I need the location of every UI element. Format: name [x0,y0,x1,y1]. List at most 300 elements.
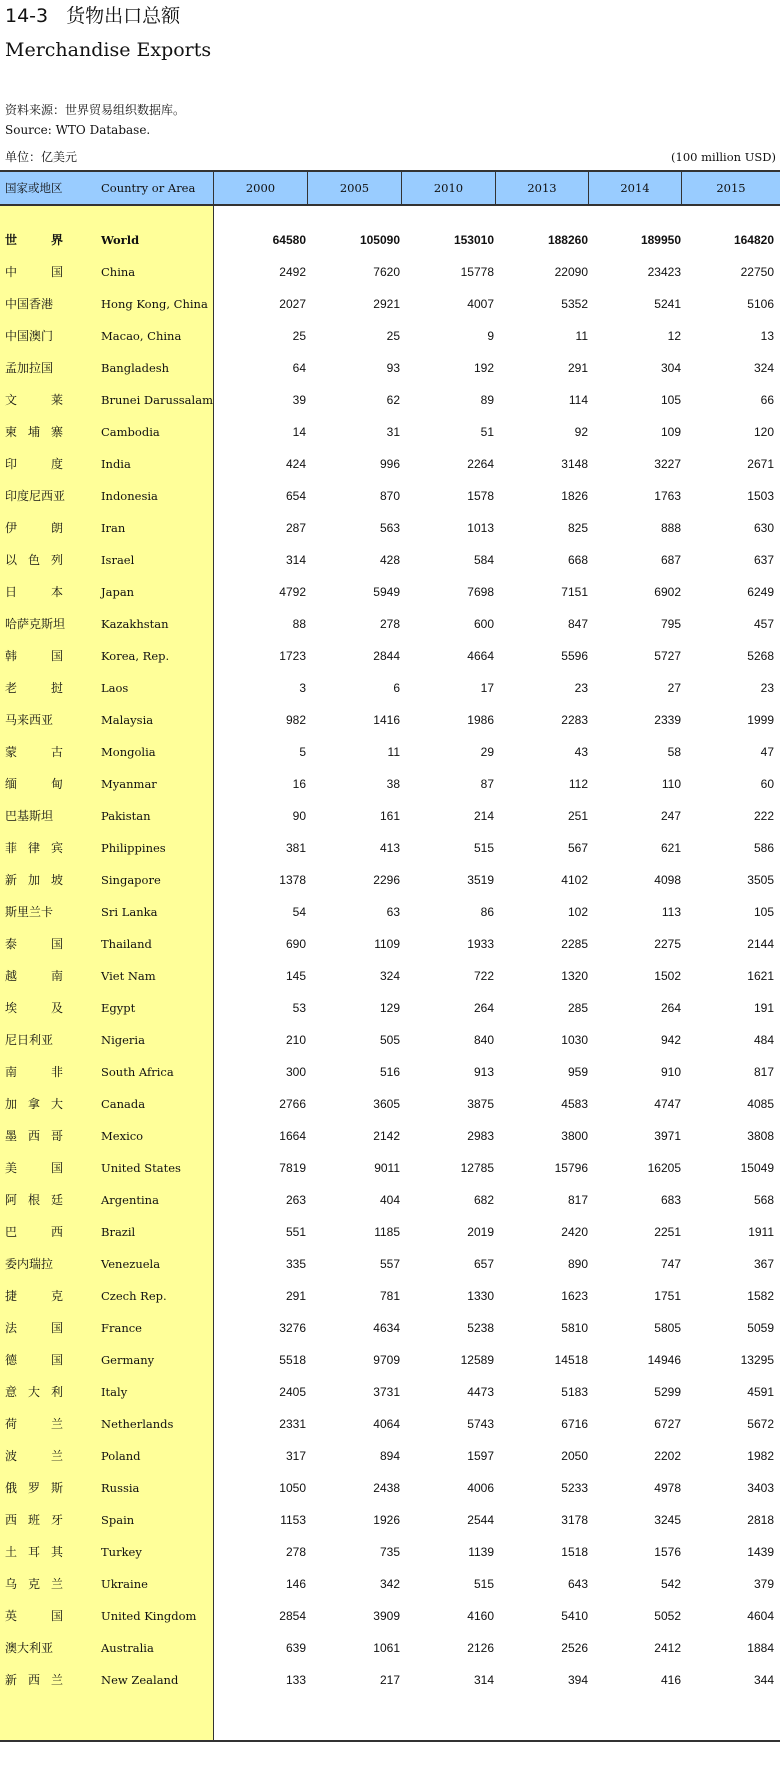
export-value-2005: 2142 [373,1129,400,1143]
export-value-2005: 217 [379,1673,400,1687]
export-value-2010: 3519 [467,873,494,887]
country-name-en: New Zealand [101,1673,179,1687]
table-body [0,224,780,1696]
country-name-en: Thailand [101,937,152,951]
export-value-2015: 1982 [747,1449,774,1463]
country-name-en: Australia [101,1641,154,1655]
export-value-2005: 4064 [373,1417,400,1431]
country-name-cn: 加拿大 [5,1097,63,1111]
export-value-2010: 4007 [467,297,494,311]
export-value-2005: 105090 [359,233,400,247]
export-value-2010: 12785 [460,1161,494,1175]
export-value-2000: 64 [292,361,306,375]
table-header [0,170,780,206]
export-value-2010: 2264 [467,457,494,471]
country-name-cn: 巴基斯坦 [5,809,54,823]
country-name-cn: 中国 [5,265,63,279]
table-row [0,416,780,448]
table-row [0,992,780,1024]
country-name-cn: 法国 [5,1321,63,1335]
country-name-cn: 越南 [5,969,63,983]
export-value-2000: 2854 [279,1609,306,1623]
unit-label-en: (100 million USD) [671,150,776,164]
country-name-en: World [101,233,140,247]
table-row [0,384,780,416]
export-value-2005: 428 [379,553,400,567]
export-value-2005: 1416 [373,713,400,727]
export-value-2014: 304 [660,361,681,375]
export-value-2015: 191 [753,1001,774,1015]
export-value-2010: 7698 [467,585,494,599]
export-value-2000: 2492 [279,265,306,279]
export-value-2013: 817 [567,1193,588,1207]
export-value-2013: 7151 [561,585,588,599]
export-value-2000: 300 [285,1065,306,1079]
export-value-2014: 113 [661,905,681,919]
export-value-2013: 5596 [561,649,588,663]
table-row [0,256,780,288]
export-value-2005: 93 [386,361,400,375]
table-row [0,544,780,576]
country-name-cn: 澳大利亚 [5,1641,54,1655]
country-name-cn: 荷兰 [5,1417,63,1431]
export-value-2005: 894 [379,1449,400,1463]
export-value-2015: 60 [760,777,774,791]
country-name-cn: 老挝 [5,681,63,695]
country-name-en: Israel [101,553,135,567]
table-row [0,1408,780,1440]
export-value-2015: 2818 [747,1513,774,1527]
export-value-2013: 114 [568,393,588,407]
country-name-cn: 德国 [5,1353,63,1367]
table-row [0,1184,780,1216]
export-value-2013: 643 [567,1577,588,1591]
export-value-2015: 4085 [747,1097,774,1111]
country-name-en: Brunei Darussalam [101,393,213,407]
export-value-2013: 2420 [561,1225,588,1239]
export-value-2010: 722 [473,969,494,983]
country-name-cn: 巴西 [5,1225,63,1239]
export-value-2000: 317 [285,1449,306,1463]
export-value-2014: 5052 [654,1609,681,1623]
export-value-2005: 516 [379,1065,400,1079]
export-value-2015: 1503 [747,489,774,503]
export-value-2010: 89 [480,393,494,407]
table-row [0,832,780,864]
export-value-2010: 153010 [453,233,494,247]
export-value-2010: 314 [473,1673,494,1687]
export-value-2015: 105 [753,905,774,919]
export-value-2014: 16205 [647,1161,681,1175]
export-value-2014: 23423 [647,265,681,279]
export-value-2014: 247 [660,809,681,823]
export-value-2013: 2050 [561,1449,588,1463]
header-country-cn: 国家或地区 [5,181,63,195]
table-row [0,576,780,608]
export-value-2014: 110 [661,777,681,791]
export-value-2013: 23 [574,681,588,695]
export-value-2000: 1378 [279,873,306,887]
country-name-cn: 美国 [5,1161,63,1175]
export-value-2015: 586 [753,841,774,855]
table-row [0,640,780,672]
export-value-2015: 23 [760,681,774,695]
export-value-2005: 2296 [373,873,400,887]
export-value-2000: 639 [285,1641,306,1655]
export-value-2013: 890 [567,1257,588,1271]
export-value-2013: 5233 [561,1481,588,1495]
export-value-2005: 324 [379,969,400,983]
export-value-2013: 2283 [561,713,588,727]
export-value-2015: 3808 [747,1129,774,1143]
country-name-cn: 印度尼西亚 [5,489,66,503]
export-value-2014: 27 [667,681,681,695]
country-name-en: Egypt [101,1001,136,1015]
export-value-2010: 5743 [467,1417,494,1431]
export-value-2013: 847 [567,617,588,631]
country-name-cn: 以色列 [5,553,63,567]
export-value-2014: 4978 [654,1481,681,1495]
country-name-cn: 缅甸 [5,777,63,791]
export-value-2014: 1751 [654,1289,681,1303]
export-value-2015: 2144 [747,937,774,951]
export-value-2000: 16 [292,777,306,791]
table-title-en: Merchandise Exports [5,39,212,61]
export-value-2005: 404 [379,1193,400,1207]
country-name-cn: 中国澳门 [5,329,54,343]
table-row-world [0,224,780,256]
export-value-2013: 251 [567,809,588,823]
export-value-2015: 1582 [747,1289,774,1303]
export-value-2010: 86 [480,905,494,919]
export-value-2014: 3971 [654,1129,681,1143]
export-value-2013: 92 [574,425,588,439]
country-name-en: Cambodia [101,425,160,439]
table-title-cn: 货物出口总额 [66,5,181,27]
export-value-2000: 982 [285,713,306,727]
country-name-cn: 西班牙 [5,1513,63,1527]
export-value-2000: 551 [285,1225,306,1239]
unit-label-cn: 单位：亿美元 [5,150,78,164]
export-value-2010: 4473 [467,1385,494,1399]
header-year-2010: 2010 [401,172,495,204]
header-year-2013: 2013 [495,172,588,204]
table-row [0,1216,780,1248]
country-name-en: Spain [101,1513,135,1527]
export-value-2013: 291 [567,361,588,375]
table-row [0,1472,780,1504]
country-name-cn: 蒙古 [5,745,63,759]
export-value-2010: 515 [473,841,494,855]
export-value-2015: 164820 [733,233,774,247]
country-name-en: United Kingdom [101,1609,197,1623]
export-value-2015: 5106 [747,297,774,311]
export-value-2015: 222 [753,809,774,823]
export-value-2013: 1030 [561,1033,588,1047]
export-value-2014: 5299 [654,1385,681,1399]
table-row [0,1248,780,1280]
export-value-2010: 4160 [467,1609,494,1623]
export-value-2005: 63 [386,905,400,919]
export-value-2010: 913 [473,1065,494,1079]
export-value-2015: 568 [753,1193,774,1207]
export-value-2013: 43 [574,745,588,759]
export-value-2015: 1999 [747,713,774,727]
table-row [0,864,780,896]
export-value-2005: 4634 [373,1321,400,1335]
country-name-en: Indonesia [101,489,158,503]
table-title [5,4,180,28]
header-year-2015: 2015 [681,172,780,204]
export-value-2005: 278 [379,617,400,631]
country-name-en: Ukraine [101,1577,148,1591]
export-value-2010: 214 [473,809,494,823]
country-name-cn: 乌克兰 [5,1577,63,1591]
export-value-2013: 6716 [561,1417,588,1431]
export-value-2005: 38 [386,777,400,791]
export-value-2010: 1986 [467,713,494,727]
export-value-2010: 2126 [467,1641,494,1655]
export-value-2000: 1050 [279,1481,306,1495]
country-name-en: France [101,1321,142,1335]
export-value-2013: 2526 [561,1641,588,1655]
export-value-2013: 3800 [561,1129,588,1143]
export-value-2014: 942 [660,1033,681,1047]
country-name-en: Turkey [101,1545,142,1559]
country-name-en: Italy [101,1385,128,1399]
export-value-2013: 5410 [561,1609,588,1623]
export-value-2000: 4792 [279,585,306,599]
export-value-2005: 557 [379,1257,400,1271]
export-value-2015: 15049 [740,1161,774,1175]
country-name-cn: 韩国 [5,649,63,663]
country-name-cn: 土耳其 [5,1545,63,1559]
country-name-en: South Africa [101,1065,174,1079]
country-name-cn: 英国 [5,1609,63,1623]
export-value-2014: 5727 [654,649,681,663]
export-value-2015: 379 [753,1577,774,1591]
export-value-2014: 105 [660,393,681,407]
table-row [0,1280,780,1312]
export-value-2000: 381 [285,841,306,855]
export-value-2010: 3875 [467,1097,494,1111]
export-value-2005: 342 [379,1577,400,1591]
export-value-2015: 2671 [747,457,774,471]
export-value-2015: 5059 [747,1321,774,1335]
export-value-2015: 630 [753,521,774,535]
export-value-2010: 4664 [467,649,494,663]
country-name-en: Laos [101,681,129,695]
export-value-2014: 6727 [654,1417,681,1431]
country-name-cn: 墨西哥 [5,1129,63,1143]
table-row [0,1088,780,1120]
country-name-en: Mexico [101,1129,144,1143]
table-row [0,928,780,960]
export-value-2013: 22090 [554,265,588,279]
export-value-2014: 4098 [654,873,681,887]
export-value-2005: 6 [393,681,400,695]
table-row [0,1024,780,1056]
export-value-2015: 5672 [747,1417,774,1431]
country-name-en: Viet Nam [101,969,156,983]
country-name-cn: 阿根廷 [5,1193,63,1207]
export-value-2013: 3178 [561,1513,588,1527]
export-value-2000: 690 [285,937,306,951]
export-value-2013: 4583 [561,1097,588,1111]
export-value-2010: 29 [480,745,494,759]
export-value-2015: 817 [753,1065,774,1079]
export-value-2000: 278 [285,1545,306,1559]
table-bottom-rule [0,1740,780,1742]
export-value-2013: 394 [567,1673,588,1687]
country-name-en: Pakistan [101,809,151,823]
export-value-2005: 2844 [373,649,400,663]
export-value-2010: 12589 [460,1353,494,1367]
export-value-2000: 2405 [279,1385,306,1399]
export-value-2005: 62 [386,393,400,407]
export-value-2005: 2921 [373,297,400,311]
country-name-en: Germany [101,1353,155,1367]
source-note-cn: 资料来源：世界贸易组织数据库。 [5,103,186,117]
export-value-2005: 9011 [374,1161,400,1175]
export-value-2000: 53 [292,1001,306,1015]
export-value-2013: 1518 [561,1545,588,1559]
export-value-2010: 1578 [467,489,494,503]
export-value-2005: 1926 [373,1513,400,1527]
export-value-2015: 4604 [747,1609,774,1623]
table-row [0,960,780,992]
export-value-2015: 13295 [740,1353,774,1367]
country-name-en: Nigeria [101,1033,145,1047]
table-row [0,1568,780,1600]
country-name-cn: 埃及 [5,1001,63,1015]
country-name-en: Sri Lanka [101,905,158,919]
export-value-2000: 5 [299,745,306,759]
export-value-2010: 4006 [467,1481,494,1495]
export-value-2010: 600 [473,617,494,631]
export-value-2000: 90 [292,809,306,823]
export-value-2014: 6902 [654,585,681,599]
export-value-2005: 5949 [373,585,400,599]
country-name-en: Netherlands [101,1417,174,1431]
export-value-2005: 996 [379,457,400,471]
export-value-2000: 3 [299,681,306,695]
export-value-2013: 3148 [561,457,588,471]
export-value-2010: 515 [473,1577,494,1591]
country-name-cn: 新加坡 [5,873,63,887]
export-value-2014: 1576 [654,1545,681,1559]
export-value-2005: 25 [386,329,400,343]
export-value-2015: 1439 [747,1545,774,1559]
export-value-2010: 2019 [467,1225,494,1239]
country-name-cn: 菲律宾 [5,841,63,855]
country-name-en: United States [101,1161,181,1175]
export-value-2015: 1911 [748,1225,774,1239]
export-value-2014: 542 [660,1577,681,1591]
export-value-2015: 344 [753,1673,774,1687]
export-value-2010: 17 [480,681,494,695]
export-value-2000: 2331 [279,1417,306,1431]
export-value-2014: 795 [660,617,681,631]
export-value-2000: 1664 [279,1129,306,1143]
header-year-2014: 2014 [588,172,681,204]
export-value-2000: 210 [285,1033,306,1047]
export-value-2010: 1013 [467,521,494,535]
export-value-2010: 15778 [460,265,494,279]
export-value-2010: 584 [473,553,494,567]
country-name-cn: 斯里兰卡 [5,905,54,919]
header-year-2000: 2000 [213,172,307,204]
export-value-2013: 1623 [561,1289,588,1303]
export-value-2015: 1621 [747,969,774,983]
export-value-2005: 3605 [373,1097,400,1111]
export-value-2005: 7620 [373,265,400,279]
export-value-2013: 15796 [554,1161,588,1175]
export-value-2014: 1763 [654,489,681,503]
country-name-en: Argentina [101,1193,159,1207]
country-name-cn: 意大利 [5,1385,63,1399]
country-name-en: Hong Kong, China [101,297,208,311]
export-value-2013: 11 [575,329,588,343]
country-name-cn: 南非 [5,1065,63,1079]
country-name-cn: 伊朗 [5,521,63,535]
table-row [0,896,780,928]
country-name-en: Macao, China [101,329,182,343]
export-value-2010: 192 [473,361,494,375]
country-name-en: Singapore [101,873,161,887]
table-row [0,1440,780,1472]
export-value-2010: 264 [473,1001,494,1015]
country-name-en: Mongolia [101,745,156,759]
export-value-2013: 112 [568,777,588,791]
country-name-cn: 中国香港 [5,297,54,311]
export-value-2000: 314 [285,553,306,567]
table-row [0,1152,780,1184]
country-name-cn: 捷克 [5,1289,63,1303]
export-value-2013: 102 [567,905,588,919]
country-name-en: Poland [101,1449,141,1463]
export-value-2005: 735 [379,1545,400,1559]
export-value-2000: 2027 [279,297,306,311]
export-value-2013: 1320 [561,969,588,983]
country-name-cn: 新西兰 [5,1673,63,1687]
country-name-cn: 俄罗斯 [5,1481,63,1495]
export-value-2014: 416 [660,1673,681,1687]
export-value-2015: 484 [753,1033,774,1047]
country-name-en: China [101,265,136,279]
export-value-2014: 58 [667,745,681,759]
table-row [0,736,780,768]
table-row [0,1344,780,1376]
export-value-2005: 1185 [374,1225,400,1239]
country-name-en: Philippines [101,841,166,855]
export-value-2014: 747 [660,1257,681,1271]
country-name-cn: 委内瑞拉 [5,1257,54,1271]
export-value-2005: 3731 [373,1385,400,1399]
export-value-2010: 657 [473,1257,494,1271]
table-row [0,1664,780,1696]
export-value-2014: 1502 [654,969,681,983]
table-row [0,1536,780,1568]
export-value-2010: 5238 [467,1321,494,1335]
export-value-2000: 424 [285,457,306,471]
export-value-2000: 3276 [279,1321,306,1335]
country-name-cn: 泰国 [5,937,63,951]
export-value-2014: 14946 [647,1353,681,1367]
export-value-2014: 5241 [654,297,681,311]
country-name-en: Iran [101,521,126,535]
country-name-en: Japan [101,585,135,599]
